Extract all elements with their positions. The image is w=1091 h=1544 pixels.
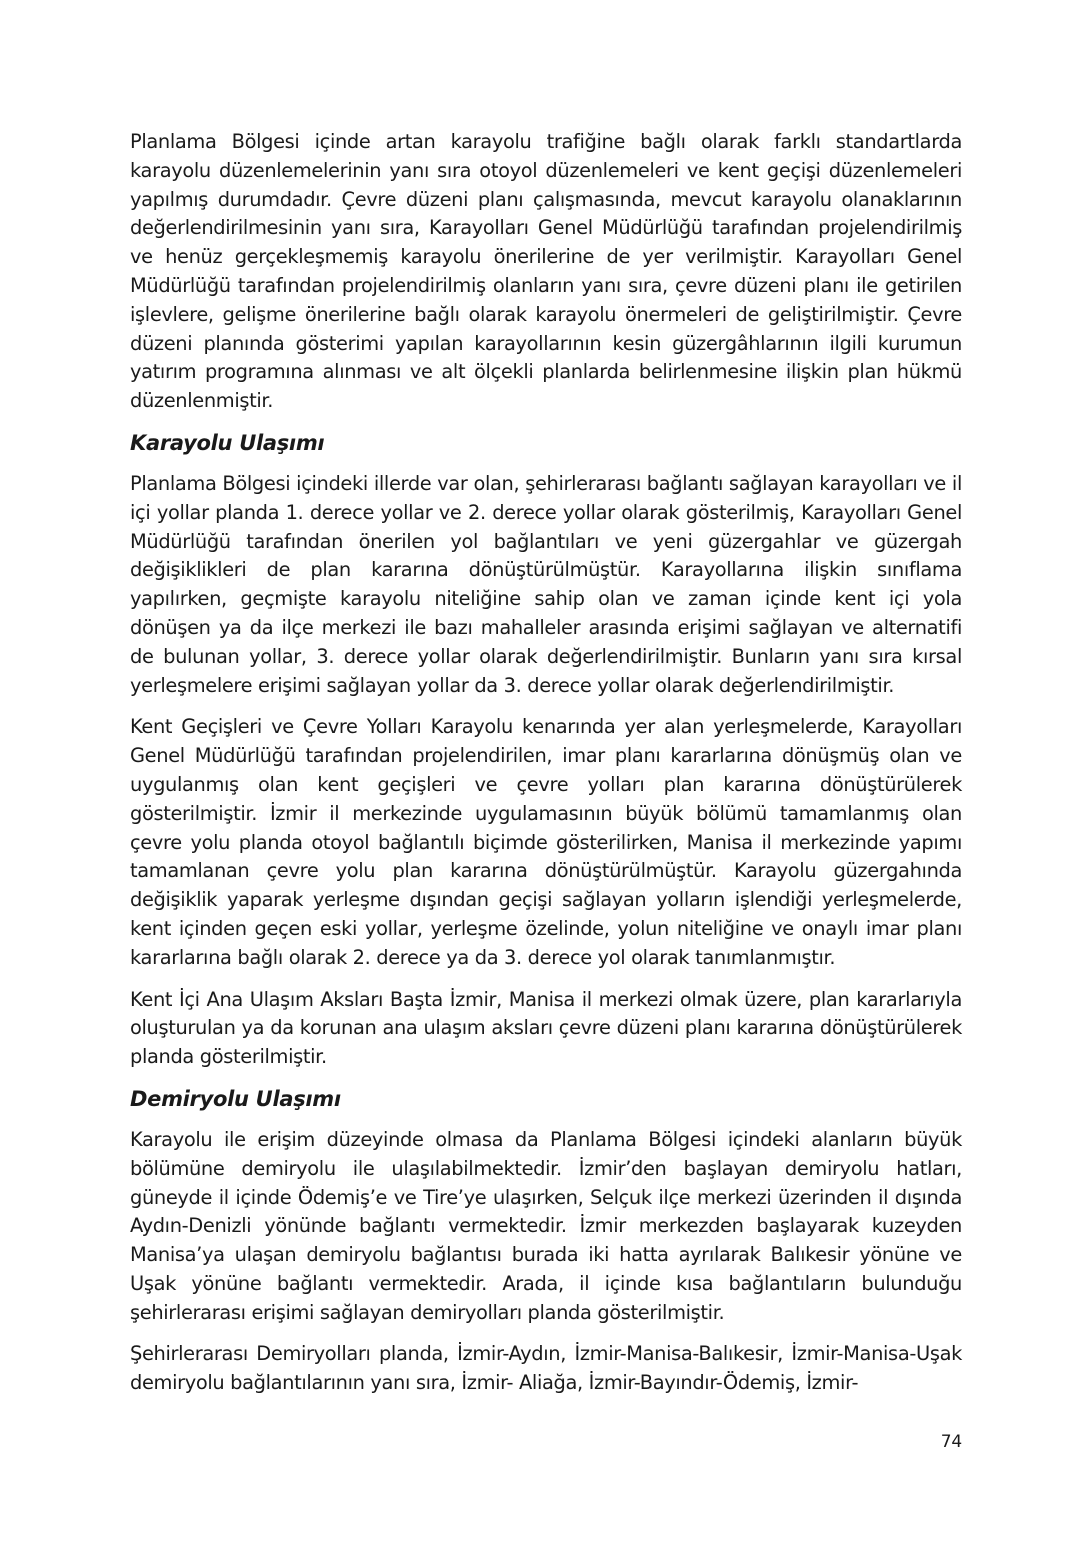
body-paragraph: Kent İçi Ana Ulaşım Aksları Başta İzmir, Manisa il merkezi olmak üzere, plan kararlarıyla oluşturulan ya da korunan ana ulaşım aksları çevre düzeni planı kararına dönüştürülerek planda gösterilmiştir. [130,987,962,1069]
body-paragraph: Şehirlerarası Demiryolları planda, İzmir-Aydın, İzmir-Manisa-Balıkesir, İzmir-Manisa-Uşak demiryolu bağlantılarının yanı sıra, İzmir- Aliağa, İzmir-Bayındır-Ödemiş, İzmir- [130,1342,962,1395]
section-heading-karayolu: Karayolu Ulaşımı [130,430,325,455]
body-paragraph: Planlama Bölgesi içindeki illerde var olan, şehirlerarası bağlantı sağlayan karayolları ve il içi yollar planda 1. derece yollar ve 2. derece yollar olarak gösterilmiş, Karayolları Genel Müdürlüğü tarafından önerilen yol bağlantıları ve yeni güzergahlar ve güzergah değişiklikleri de plan kararına dönüştürülmüştür. Karayollarına ilişkin sınıflama yapılırken, geçmişte karayolu niteliğine sahip olan ve zaman içinde kent içi yola dönüşen ya da ilçe merkezi ile bazı mahalleler arasında erişimi sağlayan ve alternatifi de bulunan yollar, 3. derece yollar olarak değerlendirilmiştir. Bunların yanı sıra kırsal yerleşmelere erişimi sağlayan yollar da 3. derece yollar olarak değerlendirilmiştir. [130,471,962,697]
body-paragraph: Planlama Bölgesi içinde artan karayolu trafiğine bağlı olarak farklı standartlarda karayolu düzenlemelerinin yanı sıra otoyol düzenlemeleri ve kent geçişi düzenlemeleri yapılmış durumdadır. Çevre düzeni planı çalışmasında, mevcut karayolu olanaklarının değerlendirilmesinin yanı sıra, Karayolları Genel Müdürlüğü tarafından projelendirilmiş ve henüz gerçekleşmemiş karayolu önerilerine de yer verilmiştir. Karayolları Genel Müdürlüğü tarafından projelendirilmiş olanların yanı sıra, çevre düzeni planı ile getirilen işlevlere, gelişme önerilerine bağlı olarak karayolu önermeleri de geliştirilmiştir. Çevre düzeni planında gösterimi yapılan karayollarının kesin güzergâhlarının ilgili kurumun yatırım programına alınması ve alt ölçekli planlarda belirlenmesine ilişkin plan hükmü düzenlenmiştir. [130,130,962,413]
document-body [130,128,962,1411]
page-number: 74 [940,1432,962,1452]
body-paragraph: Kent Geçişleri ve Çevre Yolları Karayolu kenarında yer alan yerleşmelerde, Karayolları Genel Müdürlüğü tarafından projelendirilen, imar planı kararlarına dönüşmüş olan ve uygulanmış olan kent geçişleri ve çevre yolları plan kararına dönüştürülerek gösterilmiştir. İzmir il merkezinde uygulamasının büyük bölümü tamamlanmış olan çevre yolu planda otoyol bağlantılı biçimde gösterilirken, Manisa il merkezinde yapımı tamamlanan çevre yolu plan kararına dönüştürülmüştür. Karayolu güzergahında değişiklik yaparak yerleşme dışından geçişi sağlayan yolların işlendiği yerleşmelerde, kent içinden geçen eski yollar, yerleşme özelinde, yolun niteliğine ve onaylı imar planı kararlarına bağlı olarak 2. derece ya da 3. derece yol olarak tanımlanmıştır. [130,715,962,969]
body-paragraph: Karayolu ile erişim düzeyinde olmasa da Planlama Bölgesi içindeki alanların büyük bölümüne demiryolu ile ulaşılabilmektedir. İzmir’den başlayan demiryolu hatları, güneyde il içinde Ödemiş’e ve Tire’ye ulaşırken, Selçuk ilçe merkezi üzerinden il dışında Aydın-Denizli yönünde bağlantı vermektedir. İzmir merkezden başlayarak kuzeyden Manisa’ya ulaşan demiryolu bağlantısı burada iki hatta ayrılarak Balıkesir yönüne ve Uşak yönüne bağlantı vermektedir. Arada, il içinde kısa bağlantıların bulunduğu şehirlerarası erişimi sağlayan demiryolları planda gösterilmiştir. [130,1127,962,1324]
section-heading-demiryolu: Demiryolu Ulaşımı [130,1086,341,1111]
